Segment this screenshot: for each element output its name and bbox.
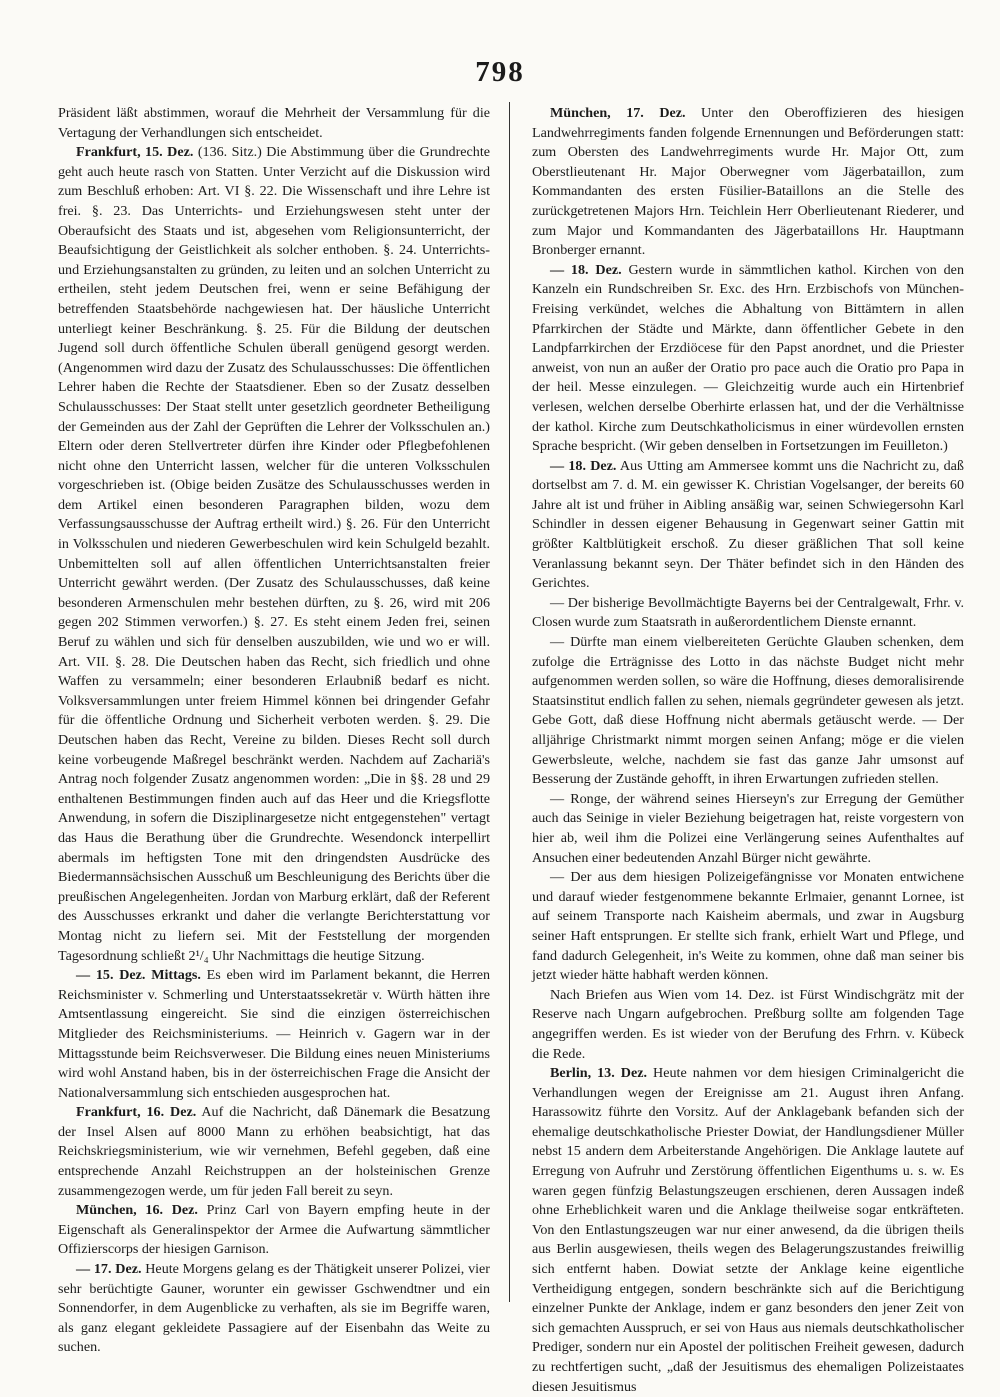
article-paragraph	[532, 1064, 964, 1397]
article-paragraph	[58, 1260, 490, 1358]
paragraph-text: Es eben wird im Parlament bekannt, die Herren Reichsminister v. Schmerling und Unterstaatssekretär v. Würth hätten ihre Amtsentlassung eingereicht. Sie sind die einzigen österreichischen Mitglieder des Reichsministeriums. — Heinrich v. Gagern war in der Mittagsstunde beim Reichsverweser. Die Bildung eines neuen Ministeriums wird wohl Anstand haben, bis in der österreichischen Frage die Ansicht der Nationalversammlung sich entschieden ausgesprochen hat.	[58, 967, 490, 1101]
dateline: Frankfurt, 16. Dez.	[76, 1104, 197, 1121]
right-column	[532, 104, 965, 1395]
paragraph-text: Gestern wurde in sämmtlichen kathol. Kirchen von den Kanzeln ein Rundschreiben Sr. Exc. des Hrn. Erzbischofs von München-Freising verkündet, welches die Abhaltung von Bittämtern in allen Pfarrkirchen der Städte und Märkte, dann öffentlicher Gebete in den Landpfarrkirchen der Erzdiöcese für den Papst anordnet, und die Priester anweist, von nun an außer der Oratio pro pace auch die Oratio pro Papa in der heil. Messe einzulegen. — Gleichzeitig wurde auch ein Hirtenbrief verlesen, welchen derselbe Oberhirte erlassen hat, und der die Verhältnisse der kathol. Kirche zum Deutschkatholicismus in einer würdevollen ernsten Sprache bespricht. (Wir geben denselben in Fortsetzungen im Feuilleton.)	[532, 261, 964, 455]
article-paragraph	[532, 594, 964, 633]
paragraph-text: Unter den Oberoffizieren des hiesigen Landwehrregiments fanden folgende Ernennungen und Beförderungen statt: zum Obersten des Landwehrregiments wurde Hr. Major Ott, zum Oberstlieutenant Hr. Major Oberwegner vom Jägerbataillon, zum Kommandanten des ersten Füsilier-Bataillons an die Stelle des zurückgetretenen Majors Hrn. Teichlein Herr Oberlieutenant Riederer, und zum Major und Kommandanten des Jägerbataillons Hr. Hauptmann Bronberger ernannt.	[532, 105, 964, 259]
paragraph-text: — Der bisherige Bevollmächtigte Bayerns bei der Centralgewalt, Frhr. v. Closen wurde zum Staatsrath in außerordentlichem Dienste ernannt.	[532, 594, 964, 631]
article-paragraph	[532, 986, 964, 1064]
article-paragraph	[532, 104, 964, 261]
paragraph-text: Auf die Nachricht, daß Dänemark die Besatzung der Insel Alsen auf 8000 Mann zu erhöhen beabsichtigt, hat das Reichskriegsministerium, wie wir vernehmen, Befehl gegeben, daß eine entsprechende Anzahl Reichstruppen an der holsteinischen Grenze zusammengezogen werde, um für jeden Fall bereit zu seyn.	[58, 1104, 491, 1199]
dateline: — 18. Dez.	[550, 457, 617, 474]
paragraph-text: Nach Briefen aus Wien vom 14. Dez. ist Fürst Windischgrätz mit der Reserve nach Ungarn aufgebrochen. Preßburg sollte am folgenden Tage angegriffen werden. Es ist wieder von der Berufung des Frhrn. v. Kübeck die Rede.	[532, 986, 964, 1062]
dateline: Frankfurt, 15. Dez.	[76, 144, 194, 161]
article-paragraph	[532, 457, 964, 594]
article-paragraph	[532, 868, 964, 986]
article-paragraph	[58, 1103, 490, 1201]
paragraph-text: Prinz Carl von Bayern empfing heute in der Eigenschaft als Generalinspektor der Armee die Aufwartung sämmtlicher Offizierscorps der hiesigen Garnison.	[58, 1202, 490, 1258]
article-paragraph	[532, 790, 964, 868]
article-paragraph	[58, 143, 490, 966]
article-paragraph	[532, 633, 964, 790]
page-number: 798	[475, 56, 525, 88]
paragraph-text: — Ronge, der während seines Hierseyn's zur Erregung der Gemüther auch das Seinige in vieler Beziehung beigetragen hat, reiste vorgestern von hier ab, weil ihm die Polizei eine Verlängerung seines Aufenthaltes auf Ansuchen einer bedeutenden Anzahl Bürger nicht gewährte.	[532, 790, 964, 866]
paragraph-text: — Dürfte man einem vielbereiteten Gerüchte Glauben schenken, dem zufolge die Erträgnisse des Lotto in das nächste Budget nicht mehr aufgenommen werden sollen, so wäre die Hoffnung, dieses demoralisirende Staatsinstitut endlich fallen zu sehen, niemals gegründeter gewesen als jetzt. Gebe Gott, daß diese Hoffnung nicht abermals getäuscht werde. — Der alljährige Christmarkt nimmt morgen seinen Anfang; möge er die vielen Gewerbsleute, welche, nachdem sie fast das ganze Jahr umsonst auf Besserung der Zustände gehofft, in ihren Erwartungen zufrieden stellen.	[532, 634, 964, 788]
dateline: — 15. Dez. Mittags.	[76, 967, 201, 984]
article-paragraph	[58, 1201, 490, 1260]
article-paragraph	[58, 104, 490, 143]
column-divider	[509, 102, 510, 1302]
dateline: — 18. Dez.	[550, 261, 622, 278]
dateline: Berlin, 13. Dez.	[550, 1065, 648, 1082]
paragraph-text: — Der aus dem hiesigen Polizeigefängnisse vor Monaten entwichene und darauf wieder festgenommene bekannte Erlmaier, genannt Lornee, ist auf seinem Transporte nach Kaisheim abermals, und zwar in Augsburg seiner Haft entsprungen. Er stellte sich frank, erhielt Wart und Pflege, und fand dadurch Gelegenheit, in's Weite zu kommen, ohne daß man seiner bis jetzt wieder hätte habhaft werden können.	[532, 869, 964, 984]
dateline: München, 16. Dez.	[76, 1202, 198, 1219]
paragraph-text: (136. Sitz.) Die Abstimmung über die Grundrechte geht auch heute rasch von Statten. Unter Verzicht auf die Diskussion wird zum Beschluß erhoben: Art. VI §. 22. Die Wissenschaft und ihre Lehre ist frei. §. 23. Das Unterrichts- und Erziehungswesen steht unter der Oberaufsicht des Staats und ist, abgesehen vom Religionsunterricht, der Beaufsichtigung der Geistlichkeit als solcher enthoben. §. 24. Unterrichts- und Erziehungsanstalten zu gründen, zu leiten und an solchen Unterricht zu ertheilen, steht jedem Deutschen frei, wenn er seine Befähigung der betreffenden Staatsbehörde nachgewiesen hat. Der häusliche Unterricht unterliegt keiner Beschränkung. §. 25. Für die Bildung der deutschen Jugend soll durch öffentliche Schulen überall genügend gesorgt werden. (Angenommen wird dazu der Zusatz des Schulausschusses: Die öffentlichen Lehrer haben die Rechte der Staatsdiener. Eben so der Zusatz desselben Schulausschusses: Der Staat stellt unter gesetzlich geordneter Betheiligung der Gemeinden aus der Zahl der Geprüften die Lehrer der Volksschulen an.) Eltern oder deren Stellvertreter dürfen ihre Kinder oder Pflegbefohlenen nicht ohne den Unterricht lassen, welcher für die unteren Volksschulen vorgeschrieben ist. (Obige beiden Zusätze des Schulausschusses werden in dem Artikel einen besonderen Paragraphen bilden, wozu dem Verfassungsausschusse der Auftrag ertheilt wird.) §. 26. Für den Unterricht in Volksschulen und niederen Gewerbeschulen wird kein Schulgeld bezahlt. Unbemittelten soll auf allen öffentlichen Unterrichtsanstalten freier Unterricht gewährt werden. (Der Zusatz des Schulausschusses, daß keine besonderen Armenschulen mehr bestehen dürften, zu §. 26, wird mit 206 gegen 202 Stimmen verworfen.) §. 27. Es steht einem Jeden frei, seinen Beruf zu wählen und sich für denselben auszubilden, wie und wo er will. Art. VII. §. 28. Die Deutschen haben das Recht, sich friedlich und ohne Waffen zu versammeln; einer besonderen Erlaubniß bedarf es nicht. Volksversammlungen unter freiem Himmel können bei dringender Gefahr für die öffentliche Ordnung und Sicherheit verboten werden. §. 29. Die Deutschen haben das Recht, Vereine zu bilden. Dieses Recht soll durch keine vorbeugende Maßregel beschränkt werden. Nachdem auf Zachariä's Antrag noch folgender Zusatz angenommen worden: „Die in §§. 28 und 29 enthaltenen Bestimmungen finden auch auf das Heer und die Kriegsflotte Anwendung, in sofern die Disziplinargesetze nicht entgegenstehen" vertagt das Haus die Berathung über die Grundrechte. Wesendonck interpellirt abermals im heftigsten Tone mit den dringendsten Ausdrücke des Biedermannsächsischen Ausschuß um Beschleunigung des Berichts über die preußischen Angelegenheiten. Jordan von Marburg erklärt, daß der Referent des Ausschusses erkrankt und daher die verlangte Berichterstattung vor Montag nicht zu liefern sei. Mit der Feststellung der morgenden Tagesordnung schließt 2¹/₄ Uhr Nachmittags die heutige Sitzung.	[58, 144, 490, 964]
paragraph-text: Heute Morgens gelang es der Thätigkeit unserer Polizei, vier sehr berüchtigte Gauner, worunter ein gewisser Gschwendtner und ein Sonnendorfer, in dem Augenblicke zu verhaften, als sie im Begriffe waren, als ganz elegant gekleidete Passagiere auf der Eisenbahn das Weite zu suchen.	[58, 1261, 490, 1356]
paragraph-text: Präsident läßt abstimmen, worauf die Mehrheit der Versammlung für die Vertagung der Verhandlungen sich entscheidet.	[58, 105, 490, 141]
left-column	[58, 104, 491, 1356]
article-paragraph	[532, 261, 964, 457]
article-paragraph	[58, 966, 490, 1103]
dateline: — 17. Dez.	[76, 1261, 142, 1278]
paragraph-text: Heute nahmen vor dem hiesigen Criminalgericht die Verhandlungen wegen der Ereignisse am 21. August ihren Anfang. Harassowitz führte den Vorsitz. Auf der Anklagebank befanden sich der ehemalige deutschkatholische Priester Dowiat, der Handlungsdiener Müller nebst 15 andern dem Arbeiterstande Angehörigen. Die Anklage lautete auf Erregung von Aufruhr und Zerstörung öffentlichen Eigenthums u. s. w. Es waren gegen fünfzig Belastungszeugen erschienen, deren Aussagen indeß ohne Erheblichkeit waren und die Anklage theilweise sogar entkräfteten. Von den Entlastungszeugen war nur einer anwesend, da die übrigen theils aus Berlin ausgewiesen, theils wegen des Belagerungszustandes freiwillig sich entfernt haben. Dowiat setzte der Anklage keine eigentliche Vertheidigung entgegen, sondern beschränkte sich auf die Berichtigung einzelner Punkte der Anklage, indem er ganz besonders den jener Zeit von sich gemachten Ausspruch, er sei von Haus aus niemals deutschkatholischer Prediger, sondern nur ein Apostel der politischen Freiheit gewesen, dadurch zu rechtfertigen sucht, „daß der Jesuitismus des ehemaligen Polizeistaates diesen Jesuitismus	[532, 1065, 965, 1395]
dateline: München, 17. Dez.	[550, 105, 686, 121]
paragraph-text: Aus Utting am Ammersee kommt uns die Nachricht zu, daß dortselbst am 7. d. M. ein gewisser K. Christian Vogelsanger, der bereits 60 Jahre alt ist und früher in Aibling ansäßig war, seinen Schwiegersohn Karl Schindler in dessen eigener Behausung in Gegenwart seiner Gattin mit größter Kaltblütigkeit erschoß. Zu dieser gräßlichen That soll keine Veranlassung bekannt seyn. Der Thäter befindet sich in den Händen des Gerichtes.	[532, 457, 964, 592]
